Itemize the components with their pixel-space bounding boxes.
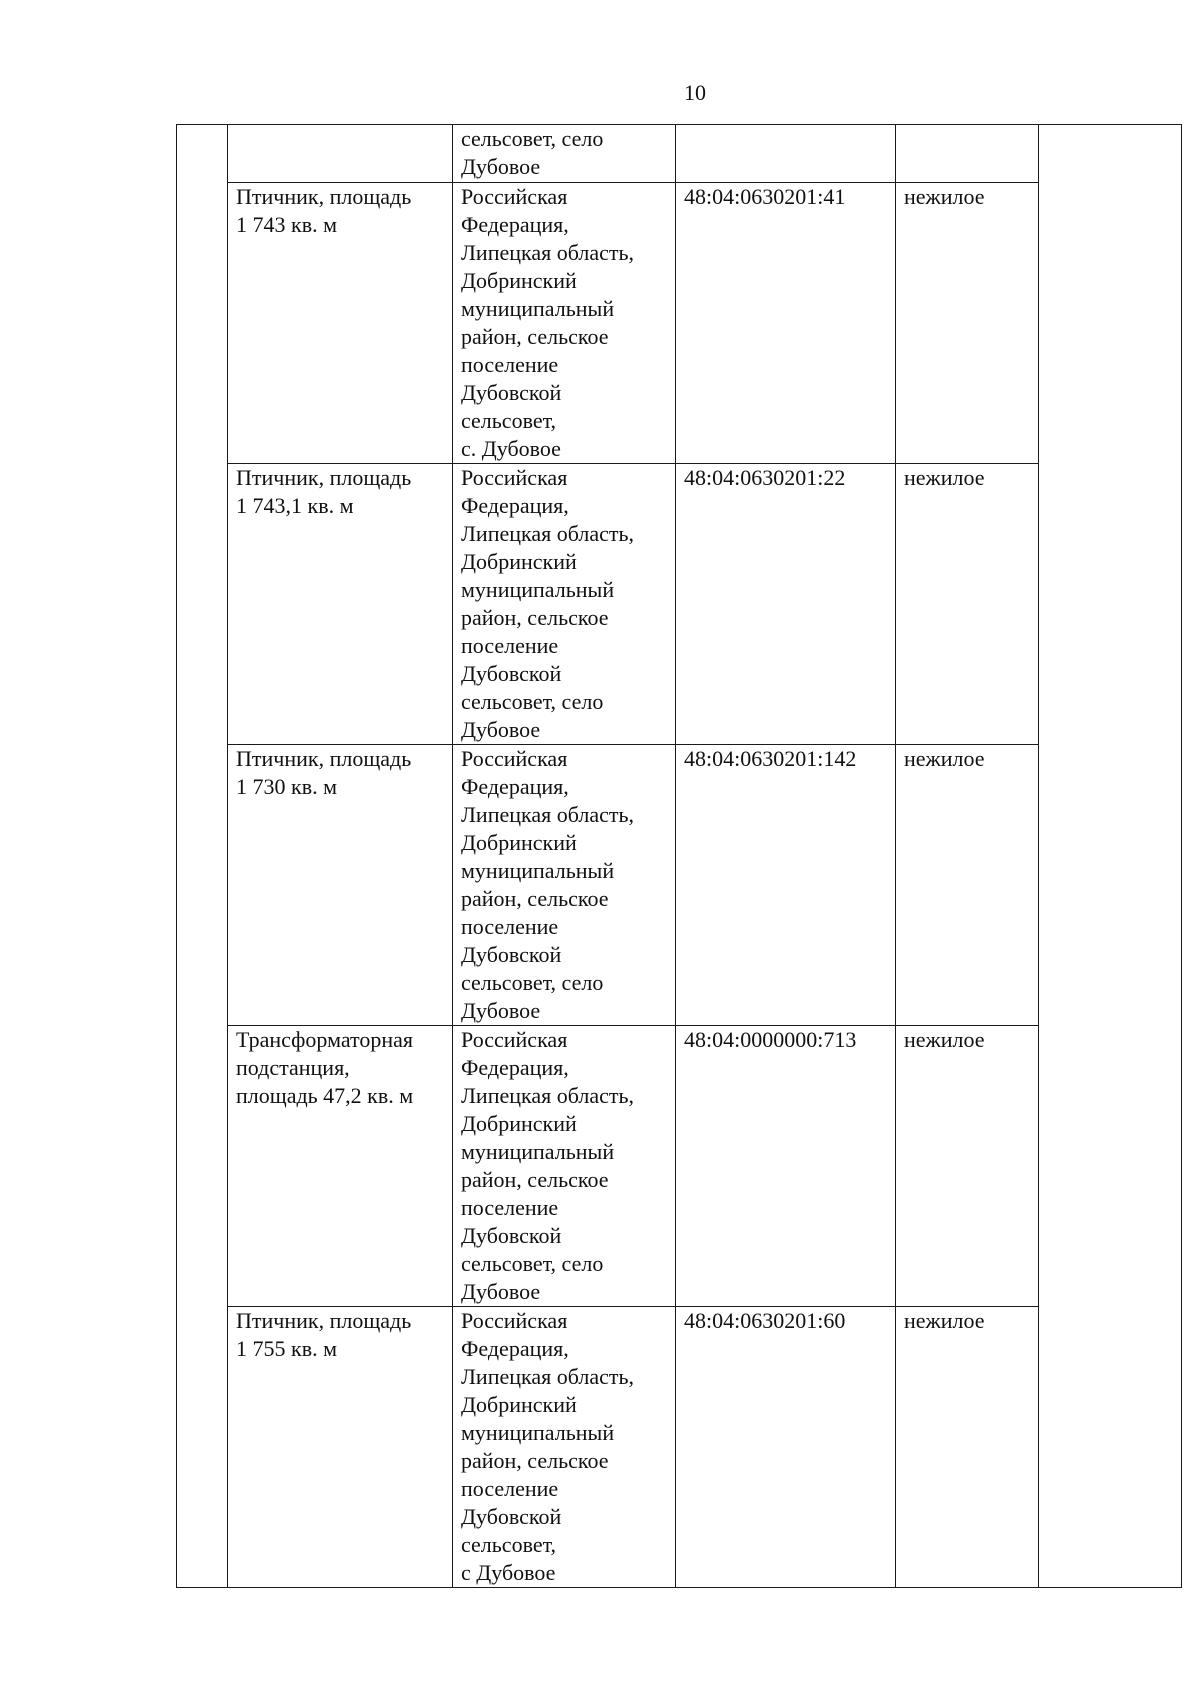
object-name-cell: Птичник, площадь 1 730 кв. м (228, 745, 453, 1026)
cadastral-number-cell: 48:04:0630201:60 (676, 1307, 896, 1588)
object-name-cell: Трансформаторная подстанция, площадь 47,2 кв. м (228, 1026, 453, 1307)
table-row (177, 1307, 1182, 1588)
cadastral-number-cell: 48:04:0000000:713 (676, 1026, 896, 1307)
cadastral-number-cell: 48:04:0630201:22 (676, 464, 896, 745)
table-row (177, 745, 1182, 1026)
table-row (177, 125, 1182, 183)
address-cell: Российская Федерация, Липецкая область, Добринский муниципальный район, сельское поселение Дубовской сельсовет, село Дубовое (453, 745, 676, 1026)
purpose-cell: нежилое (896, 1307, 1039, 1588)
purpose-cell: нежилое (896, 183, 1039, 464)
cadastral-number-cell: 48:04:0630201:142 (676, 745, 896, 1026)
table-row (177, 183, 1182, 464)
number-cell (177, 125, 228, 1588)
address-cell: Российская Федерация, Липецкая область, Добринский муниципальный район, сельское поселение Дубовской сельсовет, с. Дубовое (453, 183, 676, 464)
notes-cell (1039, 125, 1182, 1588)
address-cell: Российская Федерация, Липецкая область, Добринский муниципальный район, сельское поселение Дубовской сельсовет, село Дубовое (453, 1026, 676, 1307)
object-name-cell: Птичник, площадь 1 755 кв. м (228, 1307, 453, 1588)
address-cell: сельсовет, село Дубовое (453, 125, 676, 183)
purpose-cell: нежилое (896, 1026, 1039, 1307)
cadastral-number-cell (676, 125, 896, 183)
object-name-cell (228, 125, 453, 183)
address-cell: Российская Федерация, Липецкая область, Добринский муниципальный район, сельское поселение Дубовской сельсовет, село Дубовое (453, 464, 676, 745)
purpose-cell: нежилое (896, 464, 1039, 745)
page-number: 10 (684, 80, 706, 105)
table-row (177, 464, 1182, 745)
address-cell: Российская Федерация, Липецкая область, Добринский муниципальный район, сельское поселение Дубовской сельсовет, с Дубовое (453, 1307, 676, 1588)
object-name-cell: Птичник, площадь 1 743 кв. м (228, 183, 453, 464)
table-row (177, 1026, 1182, 1307)
cadastral-number-cell: 48:04:0630201:41 (676, 183, 896, 464)
property-table (176, 124, 1182, 1588)
purpose-cell: нежилое (896, 745, 1039, 1026)
purpose-cell (896, 125, 1039, 183)
object-name-cell: Птичник, площадь 1 743,1 кв. м (228, 464, 453, 745)
